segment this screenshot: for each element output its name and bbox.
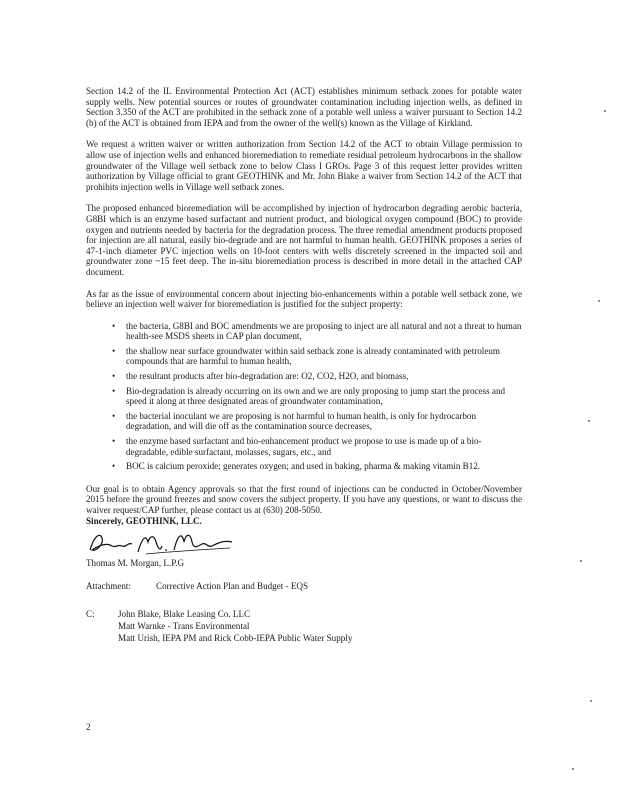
cc-label: C: xyxy=(86,609,95,620)
sign-off: Sincerely, GEOTHINK, LLC. xyxy=(86,515,202,526)
page-number: 2 xyxy=(86,722,91,732)
list-item: • the bacteria, G8BI and BOC amendments we are proposing to inject are all natural and not a threat to human health-see MSDS sheets in CAP plan document, xyxy=(116,321,522,342)
list-item: • Bio-degradation is already occurring on its own and we are only proposing to jump start the process and speed it along at three designated areas of groundwater contamination, xyxy=(116,386,522,407)
scan-speck xyxy=(580,560,582,562)
scan-speck xyxy=(588,420,590,422)
cc-recipient: Matt Urish, IEPA PM and Rick Cobb-IEPA Public Water Supply xyxy=(118,632,353,643)
attachment-label: Attachment: xyxy=(86,580,131,591)
list-item: • the resultant products after bio-degradation are: O2, CO2, H2O, and biomass, xyxy=(116,371,522,382)
paragraph-setback-zones: Section 14.2 of the IL Environmental Protection Act (ACT) establishes minimum setback zones for potable water supply wells. New potential sources or routes of groundwater contamination including injection wells, as defined in Section 3.350 of the ACT are prohibited in the setback zone of a potable well unless a waiver pursuant to Section 14.2 (b) of the ACT is obtained from IEPA and from the owner of the well(s) known as the Village of Kirkland. xyxy=(86,86,522,128)
letter-body xyxy=(86,86,522,644)
cc-recipients xyxy=(118,609,352,644)
paragraph-bioremediation: The proposed enhanced bioremediation will be accomplished by injection of hydrocarbon degrading aerobic bacteria, G8BI which is an enzyme based surfactant and nutrient product, and biological oxygen compound (BOC) to provide oxygen and nutrients needed by bacteria for the degradation process. The three remedial amendment products proposed for injection are all natural, easily bio-degrade and are not harmful to human health. GEOTHINK proposes a series of 47-1-inch diameter PVC injection wells on 10-foot centers with wells discretely screened in the impacted soil and groundwater zone ~15 feet deep. The in-situ bioremediation process is described in more detail in the attached CAP document. xyxy=(86,203,522,277)
paragraph-environmental-concern: As far as the issue of environmental concern about injecting bio-enhancements within a potable well setback zone, we believe an injection well waiver for bioremediation is justified for the subject property: xyxy=(86,288,522,310)
signatory-name: Thomas M. Morgan, L.P.G xyxy=(86,558,185,569)
scan-speck xyxy=(598,300,600,302)
paragraph-waiver-request: We request a written waiver or written authorization from Section 14.2 of the ACT to obtain Village permission to allow use of injection wells and enhanced bioremediation to remediate residual petroleum hydrocarbons in the shallow groundwater of the Village well setback zone to below Class I GROs. Page 3 of this request letter provides written authorization by Village official to grant GEOTHINK and Mr. John Blake a waiver from Section 14.2 of the ACT that prohibits injection wells in Village well setback zones. xyxy=(86,139,522,192)
list-item: • the bacterial inoculant we are proposing is not harmful to human health, is only for hydrocarbon degradation, and will die off as the contamination source decreases, xyxy=(116,411,522,432)
scan-speck xyxy=(604,110,606,112)
list-item: • BOC is calcium peroxide; generates oxygen; and used in baking, pharma & making vitamin B12. xyxy=(116,461,522,472)
scan-speck xyxy=(572,768,574,770)
list-item: • the enzyme based surfactant and bio-enhancement product we propose to use is made up of a bio-degradable, edible surfactant, molasses, sugars, etc., and xyxy=(116,436,522,457)
cc-recipient: John Blake, Blake Leasing Co. LLC xyxy=(118,609,251,620)
list-item: • the shallow near surface groundwater within said setback zone is already contaminated with petroleum compounds that are harmful to human health, xyxy=(116,346,522,367)
scan-speck xyxy=(590,700,592,702)
cc-recipient: Matt Warnke - Trans Environmental xyxy=(118,620,250,631)
justification-list xyxy=(86,321,522,472)
attachment-line xyxy=(86,581,522,592)
cc-block xyxy=(86,609,522,644)
attachment-value: Corrective Action Plan and Budget - EQS xyxy=(156,580,309,591)
paragraph-closing: Our goal is to obtain Agency approvals so that the first round of injections can be conducted in October/November 2015 before the ground freezes and snow covers the subject property. If you have any questions, or want to discuss the waiver request/CAP further, please contact us at (630) 208-5050. xyxy=(86,483,522,515)
handwritten-signature xyxy=(86,528,522,558)
